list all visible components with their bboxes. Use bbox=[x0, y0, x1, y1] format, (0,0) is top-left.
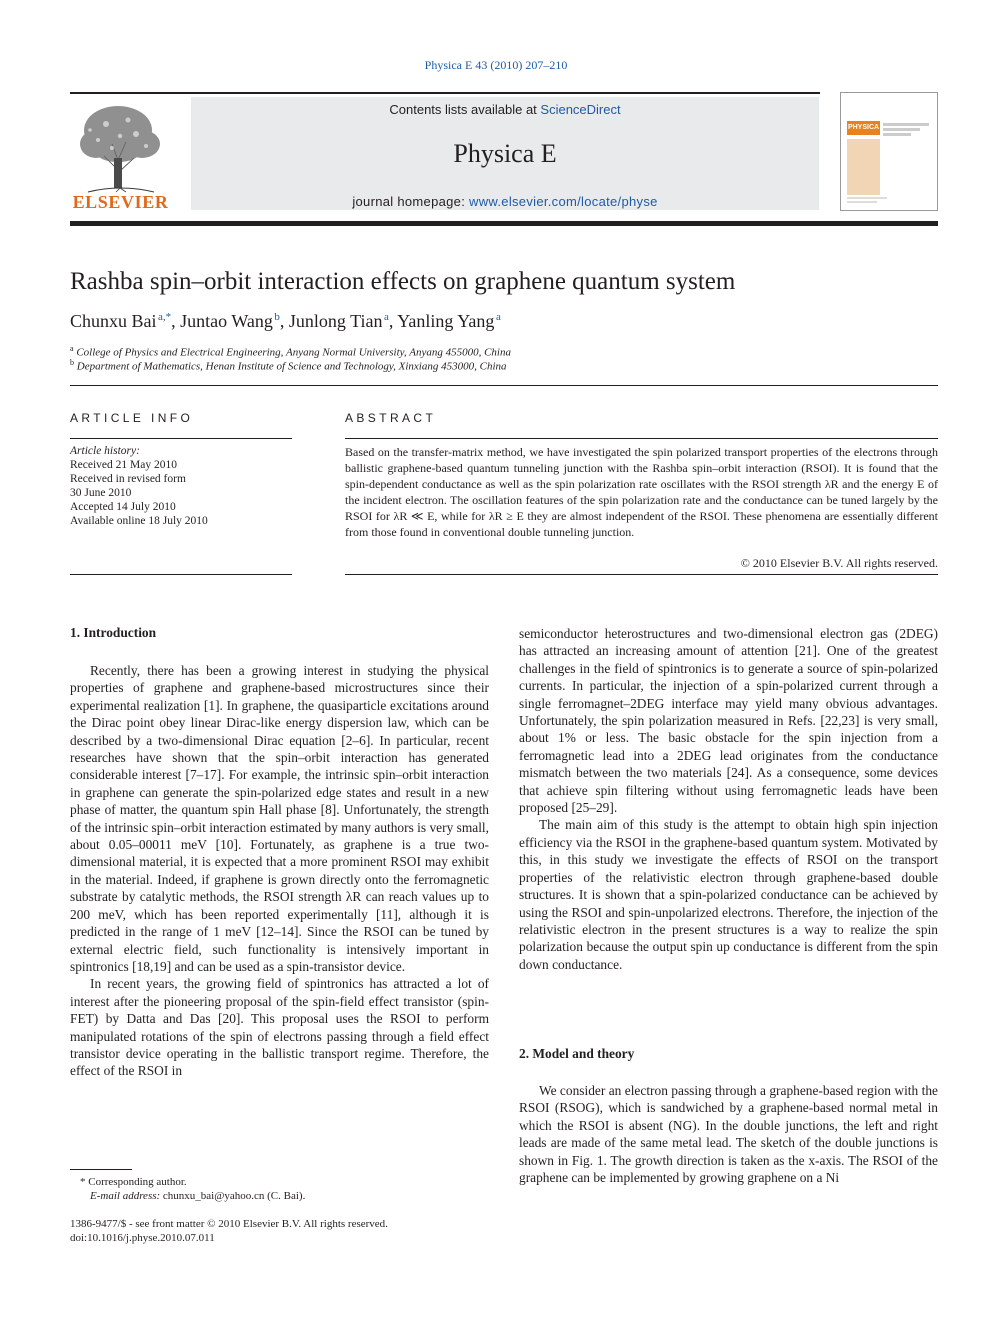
history-item: Available online 18 July 2010 bbox=[70, 515, 208, 527]
corresponding-author-note: * Corresponding author. bbox=[80, 1176, 187, 1188]
elsevier-logo-text: ELSEVIER bbox=[72, 192, 169, 212]
cover-fine-print bbox=[847, 197, 887, 203]
paragraph: The main aim of this study is the attempt to obtain high spin injection efficiency via the RSOI in the graphene-based quantum system. Motivated by this, in this study we investigate the effects of RSOI on the transport properties of the relativistic electron through graphene-based double structures. It is shown that a spin-polarized conductance can be achieved by using the RSOI and spin-unpolarized electrons. Therefore, the injection of the relativistic electron in the present structures is a way to realize the spin polarization because the output spin up conductance is different from the spin down conductance. bbox=[519, 817, 938, 972]
author-affil-mark[interactable]: a,* bbox=[158, 311, 172, 323]
journal-banner bbox=[191, 97, 819, 210]
journal-homepage-line: journal homepage: www.elsevier.com/locate/physe bbox=[352, 194, 658, 209]
email-note: E-mail address: chunxu_bai@yahoo.cn (C. Bai). bbox=[90, 1190, 306, 1202]
abstract-copyright: © 2010 Elsevier B.V. All rights reserved. bbox=[740, 556, 938, 570]
paragraph: Recently, there has been a growing interest in studying the physical properties of graphene and graphene-based microstructures since their experimental realization [1]. In graphene, the quasiparticle excitations around the Dirac point obey linear Dirac-like energy dispersion law, which can be described by a two-dimensional Dirac equation [2–6]. In particular, recent researches have shown that the spin–orbit interaction has generated considerable interest [7–17]. For example, the intrinsic spin–orbit interaction in graphene can generate the spin-polarized edge states and result in a new phase of matter, the quantum spin Hall phase [8]. Unfortunately, the strength of the intrinsic spin–orbit interaction estimated by many authors is very small, about 0.05–00011 meV [10]. Fortunately, as graphene is a true two-dimensional material, it is expected that a more prominent RSOI may exhibit in the material. Indeed, if graphene is grown directly onto the ferromagnetic substrate by catalytic methods, the RSOI strength λR can reach values up to 200 meV, which has been reported experimentally [11], although it is predicted in the range of 1 meV [12–14]. Since the RSOI can be tuned by external electric field, such functionality is intensively important in spintronics [18,19] and can be used as a spin-transistor device. bbox=[70, 663, 489, 974]
contents-available-line: Contents lists available at ScienceDirect bbox=[389, 102, 621, 117]
journal-name: Physica E bbox=[453, 139, 557, 168]
author-name[interactable]: Juntao Wang bbox=[180, 311, 273, 331]
divider bbox=[70, 385, 938, 386]
author-name[interactable]: Junlong Tian bbox=[288, 311, 383, 331]
affiliation-b: $^b$ Department of Mathematics, Henan Institute of Science and Technology, Xinxiang 453000, China bbox=[70, 358, 507, 373]
abstract-heading: ABSTRACT bbox=[345, 411, 437, 425]
journal-citation[interactable]: Physica E 43 (2010) 207–210 bbox=[424, 58, 568, 72]
divider bbox=[70, 574, 292, 575]
sciencedirect-link[interactable]: ScienceDirect bbox=[540, 102, 621, 117]
section-heading-model-theory: 2. Model and theory bbox=[519, 1046, 635, 1061]
doi-line[interactable]: doi:10.1016/j.physe.2010.07.011 bbox=[70, 1232, 215, 1244]
article-history bbox=[70, 444, 292, 528]
paragraph: semiconductor heterostructures and two-dimensional electron gas (2DEG) has attracted an increasing amount of attention [21]. One of the greatest challenges in the field of spintronics is to generate a source of spin-polarized currents. In particular, the injection of a spin-polarized current through a single ferromagnet–2DEG interface may yield many obvious advantages. Unfortunately, the spin polarization measured in Refs. [22,23] is very small, about 1% or less. The basic obstacle for the spin injection from a ferromagnetic lead into a 2DEG lead originates from the conductance mismatch between the two materials [24]. As a consequence, some devices that achieve spin filtering without using ferromagnetic leads have been proposed [25–29]. bbox=[519, 626, 938, 816]
history-label: Article history: bbox=[70, 445, 140, 457]
section-heading-introduction: 1. Introduction bbox=[70, 625, 157, 640]
affiliation-a: $^a$ College of Physics and Electrical Engineering, Anyang Normal University, Anyang 455000, China bbox=[70, 344, 511, 359]
divider bbox=[345, 438, 938, 439]
left-column bbox=[70, 662, 489, 1080]
author-affil-mark[interactable]: a bbox=[383, 311, 389, 323]
history-item: Received 21 May 2010 bbox=[70, 459, 177, 471]
journal-cover-thumbnail bbox=[840, 92, 938, 211]
history-item: Received in revised form bbox=[70, 473, 186, 485]
email-link[interactable]: chunxu_bai@yahoo.cn (C. Bai). bbox=[160, 1190, 306, 1202]
history-item: Accepted 14 July 2010 bbox=[70, 501, 176, 513]
author-name[interactable]: Yanling Yang bbox=[397, 311, 495, 331]
issn-line: 1386-9477/$ - see front matter © 2010 Elsevier B.V. All rights reserved. bbox=[70, 1218, 388, 1230]
cover-subtitle-lines bbox=[883, 123, 929, 136]
masthead-top-rule bbox=[70, 92, 820, 94]
footnote-rule bbox=[70, 1169, 132, 1170]
author-list: Chunxu Bai $^{a,*}$, Juntao Wang $^b$, Junlong Tian $^a$, Yanling Yang $^a$ bbox=[70, 311, 501, 331]
author-affil-mark[interactable]: a bbox=[495, 311, 501, 323]
paragraph: In recent years, the growing field of spintronics has attracted a lot of interest after the pioneering proposal of the spin-field effect transistor (spin-FET) by Datta and Das [20]. This proposal uses the RSOI to perform manipulated rotations of the spin of electrons passing through a field effect transistor device operating in the ballistic transport regime. Therefore, the effect of the RSOI in bbox=[70, 976, 489, 1079]
abstract-text: Based on the transfer-matrix method, we have investigated the spin polarized transport properties of the electrons through ballistic graphene-based quantum tunneling junction with the Rashba spin–orbit interaction (RSOI). It is found that the spin-dependent conductance as well as the spin polarization rate oscillates with the RSOI strength λR and the energy E of the incident electron. The oscillation features of the spin polarization rate and the conductance can be tuned largely by the RSOI for λR ≪ E, while for λR ≥ E they are almost independent of the RSOI. These phenomena are essentially different from those found in conventional double tunneling junction. bbox=[345, 445, 938, 539]
journal-homepage-link[interactable]: www.elsevier.com/locate/physe bbox=[469, 194, 658, 209]
author-affil-mark[interactable]: b bbox=[274, 311, 280, 323]
cover-title: PHYSICA bbox=[847, 121, 880, 135]
article-info-heading: ARTICLE INFO bbox=[70, 411, 194, 425]
paragraph: We consider an electron passing through a graphene-based region with the RSOI (RSOG), which is sandwiched by a graphene-based normal metal in which the RSOI is absent (NG). In the double junctions, the left and right leads are made of the same metal lead. The sketch of the double junctions is shown in Fig. 1. The growth direction is taken as the x-axis. The RSOI of the graphene can be implemented by growing graphene on a Ni bbox=[519, 1083, 938, 1186]
article-title: Rashba spin–orbit interaction effects on graphene quantum system bbox=[70, 268, 736, 295]
author-name[interactable]: Chunxu Bai bbox=[70, 311, 157, 331]
divider bbox=[70, 438, 292, 439]
right-column-top bbox=[519, 625, 938, 973]
right-column-bottom bbox=[519, 1082, 938, 1186]
front-matter-note bbox=[70, 1217, 490, 1245]
footnote-corresponding bbox=[80, 1175, 490, 1203]
masthead-bottom-rule bbox=[70, 221, 938, 226]
history-item: 30 June 2010 bbox=[70, 487, 132, 499]
divider bbox=[345, 574, 938, 575]
cover-color-strip bbox=[847, 139, 880, 195]
